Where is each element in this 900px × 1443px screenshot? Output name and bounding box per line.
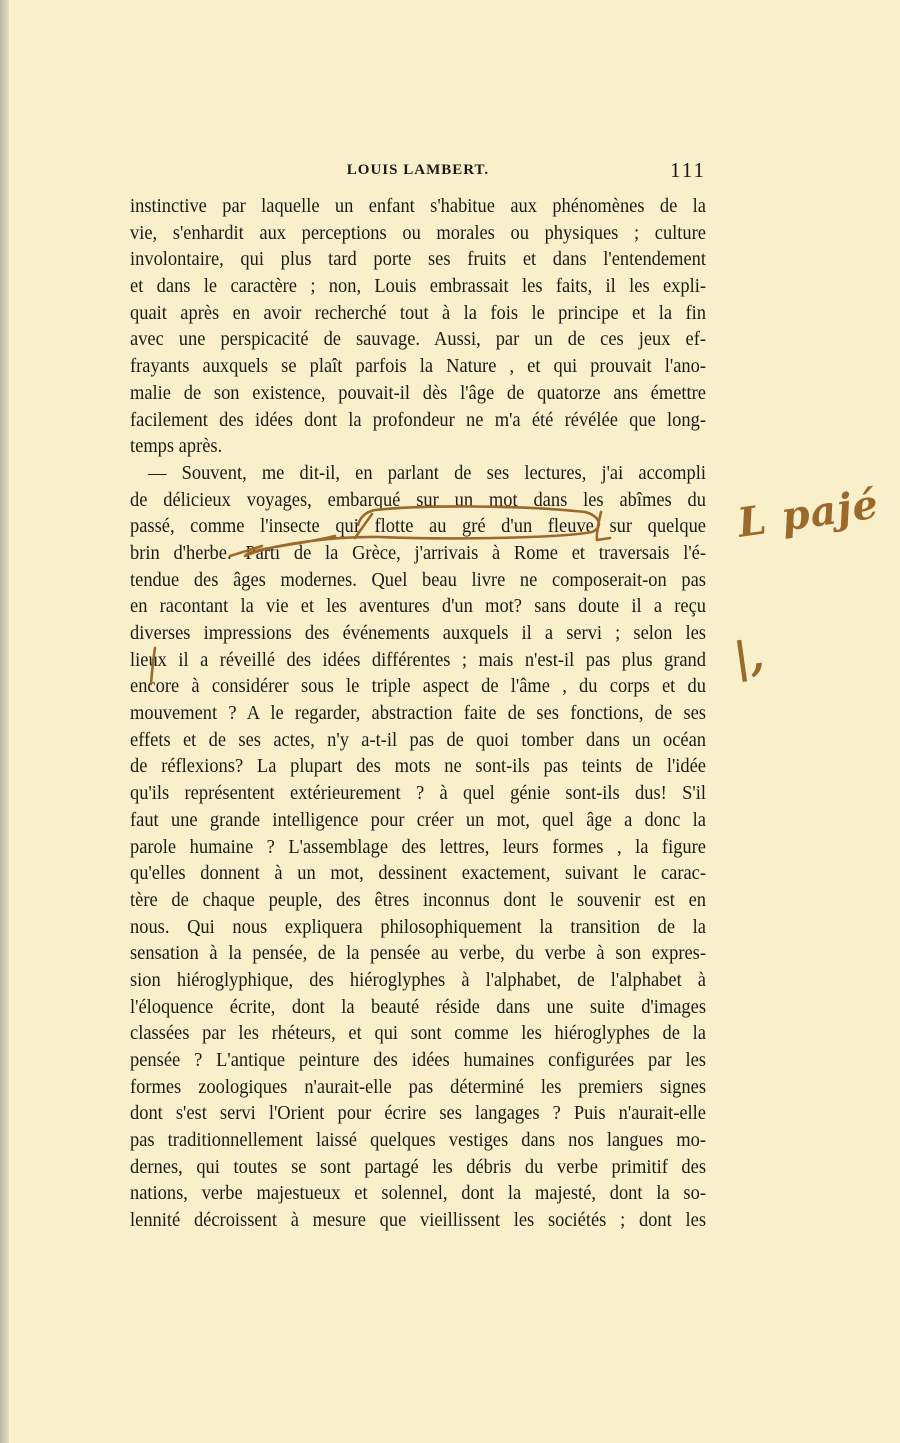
text-line: malie de son existence, pouvait-il dès l'âge de quatorze ans émettre [130, 381, 706, 404]
text-line: dernes, qui toutes se sont partagé les débris du verbe primitif des [130, 1155, 706, 1178]
text-line: tendue des âges modernes. Quel beau livre ne composerait-on pas [130, 568, 706, 591]
text-line: pas traditionnellement laissé quelques vestiges dans nos langues mo- [130, 1129, 706, 1152]
body-text [130, 193, 706, 1234]
text-line: nations, verbe majestueux et solennel, dont la majesté, dont la so- [130, 1182, 706, 1205]
text-line: nous. Qui nous expliquera philosophiquement la transition de la [130, 915, 706, 938]
text-line: classées par les rhéteurs, et qui sont comme les hiéroglyphes de la [130, 1022, 706, 1045]
text-line: en racontant la vie et les aventures d'un mot? sans doute il a reçu [130, 595, 706, 618]
text-line: formes zoologiques n'aurait-elle pas déterminé les premiers signes [130, 1075, 706, 1098]
text-line: et dans le caractère ; non, Louis embrassait les faits, il les expli- [130, 275, 706, 298]
text-line: qu'elles donnent à un mot, dessinent exactement, suivant le carac- [130, 862, 706, 885]
margin-note: L pajé [734, 480, 882, 547]
text-line: quait après en avoir recherché tout à la fois le principe et la fin [130, 301, 706, 324]
text-line: diverses impressions des événements auxquels il a servi ; selon les [130, 622, 706, 644]
text-line: qu'ils représentent extérieurement ? à quel génie sont-ils dus! S'il [130, 782, 706, 805]
text-line: tère de chaque peuple, des êtres inconnus dont le souvenir est en [130, 888, 706, 911]
text-line: lennité décroissent à mesure que vieillissent les sociétés ; dont les [130, 1209, 706, 1232]
text-line: lieux il a réveillé des idées différentes ; mais n'est-il pas plus grand [130, 648, 706, 671]
text-line: avec une perspicacité de sauvage. Aussi, par un de ces jeux ef- [130, 328, 706, 351]
text-line: vie, s'enhardit aux perceptions ou morales ou physiques ; culture [130, 221, 706, 244]
text-line: de délicieux voyages, embarqué sur un mot dans les abîmes du [130, 488, 706, 511]
running-title: LOUIS LAMBERT. [346, 162, 490, 178]
text-line: faut une grande intelligence pour créer un mot, quel âge a donc la [130, 808, 706, 831]
text-line: encore à considérer sous le triple aspect de l'âme , du corps et du [130, 675, 706, 698]
text-line: temps après. [130, 435, 223, 458]
text-line: de réflexions? La plupart des mots ne sont-ils pas teints de l'idée [130, 755, 706, 778]
text-line: mouvement ? A le regarder, abstraction faite de ses fonctions, de ses [130, 702, 706, 725]
text-line: involontaire, qui plus tard porte ses fruits et dans l'entendement [130, 248, 706, 271]
text-line: effets et de ses actes, n'y a-t-il pas de quoi tomber dans un océan [130, 728, 706, 751]
text-line: instinctive par laquelle un enfant s'habitue aux phénomènes de la [130, 195, 706, 217]
text-line: dont s'est servi l'Orient pour écrire ses langages ? Puis n'aurait-elle [130, 1102, 706, 1125]
text-line: sensation à la pensée, de la pensée au verbe, du verbe à son expres- [130, 942, 706, 965]
text-line: pensée ? L'antique peinture des idées humaines configurées par les [130, 1049, 706, 1071]
page-header [130, 158, 706, 184]
text-line: facilement des idées dont la profondeur ne m'a été révélée que long- [130, 408, 706, 431]
page-number: 111 [670, 158, 706, 182]
text-line: — Souvent, me dit-il, en parlant de ses lectures, j'ai accompli [148, 461, 706, 484]
text-line: passé, comme l'insecte qui flotte au gré d'un fleuve sur quelque [130, 515, 706, 538]
text-line: brin d'herbe. Parti de la Grèce, j'arrivais à Rome et traversais l'é- [130, 541, 706, 564]
text-line: sion hiéroglyphique, des hiéroglyphes à l'alphabet, de l'alphabet à [130, 968, 706, 991]
text-line: frayants auxquels se plaît parfois la Nature , et qui prouvait l'ano- [130, 355, 706, 378]
text-line: parole humaine ? L'assemblage des lettres, leurs formes , la figure [130, 835, 706, 858]
page-edge [0, 0, 9, 1443]
text-line: l'éloquence écrite, dont la beauté réside dans une suite d'images [130, 995, 706, 1018]
margin-mark: |, [730, 630, 768, 683]
